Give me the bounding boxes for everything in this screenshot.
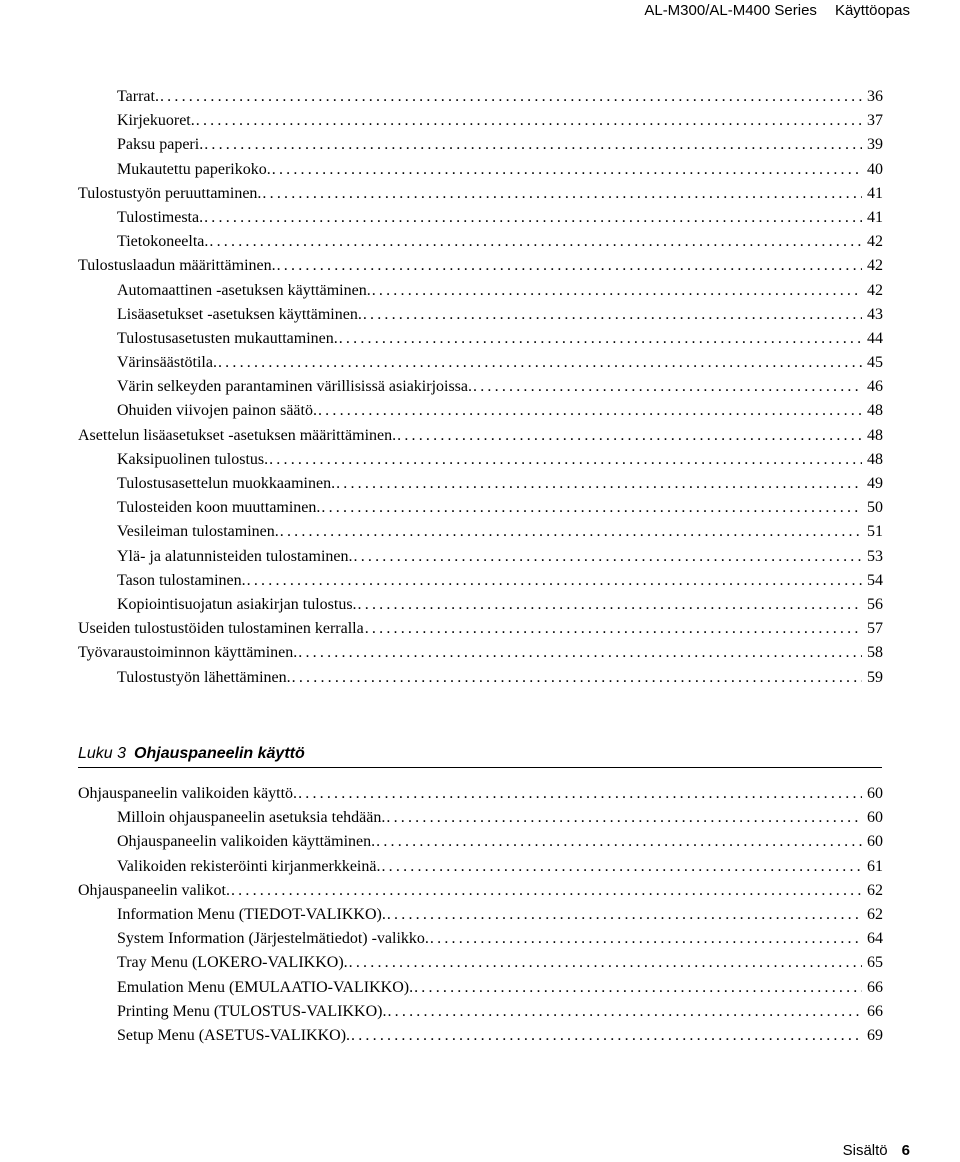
toc-entry[interactable] xyxy=(78,182,883,206)
toc-entry[interactable] xyxy=(78,327,883,351)
toc-entry[interactable] xyxy=(78,927,883,951)
toc-entry-title: Automaattinen -asetuksen käyttäminen. xyxy=(117,281,371,299)
toc-entry-page: 59 xyxy=(867,668,883,686)
toc-entry-title: Kirjekuoret. xyxy=(117,112,195,130)
chapter-label: Luku 3 xyxy=(78,745,127,762)
toc-entry-page: 40 xyxy=(867,160,883,178)
page-header xyxy=(644,0,910,22)
toc-entry[interactable] xyxy=(78,806,883,830)
toc-leader-dots xyxy=(160,85,862,109)
toc-leader-dots xyxy=(358,593,862,617)
toc-entry[interactable] xyxy=(78,830,883,854)
toc-entry-page: 50 xyxy=(867,499,883,517)
toc-entry-page: 56 xyxy=(867,595,883,613)
footer-page-number: 6 xyxy=(901,1142,910,1159)
toc-leader-dots xyxy=(381,855,862,879)
toc-entry-title: Ohjauspaneelin valikoiden käyttö. xyxy=(78,785,298,802)
chapter-heading xyxy=(78,741,882,768)
toc-leader-dots xyxy=(414,976,862,1000)
toc-leader-dots xyxy=(336,472,862,496)
toc-entry-page: 49 xyxy=(867,475,883,492)
toc-entry-page: 45 xyxy=(867,354,883,372)
toc-leader-dots xyxy=(218,351,862,375)
toc-entry[interactable] xyxy=(78,545,883,569)
toc-entry-page: 48 xyxy=(867,450,883,468)
toc-entry[interactable] xyxy=(78,375,883,399)
header-product-name: AL-M300/AL-M400 Series xyxy=(644,2,817,19)
toc-entry-page: 48 xyxy=(867,426,883,444)
toc-leader-dots xyxy=(318,399,862,423)
toc-leader-dots xyxy=(430,927,862,951)
toc-leader-dots xyxy=(204,206,862,230)
toc-entry-page: 36 xyxy=(867,88,883,105)
toc-entry-title: Ohuiden viivojen painon säätö. xyxy=(117,402,317,420)
toc-entry-title: Asettelun lisäasetukset -asetuksen määrittäminen. xyxy=(78,426,397,444)
toc-entry-title: Ohjauspaneelin valikot. xyxy=(78,881,230,899)
toc-entry[interactable] xyxy=(78,254,883,278)
toc-entry-title: Setup Menu (ASETUS-VALIKKO). xyxy=(117,1026,351,1044)
toc-entry-title: System Information (Järjestelmätiedot) -valikko. xyxy=(117,930,429,948)
toc-entry[interactable] xyxy=(78,158,883,182)
table-of-contents-part1 xyxy=(78,85,883,690)
toc-entry-page: 41 xyxy=(867,208,883,226)
toc-entry[interactable] xyxy=(78,496,883,520)
table-of-contents-part2 xyxy=(78,782,883,1048)
toc-entry-page: 42 xyxy=(867,257,883,275)
toc-entry-title: Tulosteiden koon muuttaminen. xyxy=(117,499,321,517)
toc-entry-page: 44 xyxy=(867,329,883,347)
toc-leader-dots xyxy=(376,830,862,854)
toc-entry[interactable] xyxy=(78,424,883,448)
toc-entry-title: Paksu paperi. xyxy=(117,136,204,154)
toc-entry[interactable] xyxy=(78,85,883,109)
header-section-name: Käyttöopas xyxy=(834,2,910,19)
toc-entry-page: 65 xyxy=(867,954,883,972)
toc-entry-page: 48 xyxy=(867,402,883,420)
toc-entry[interactable] xyxy=(78,1000,883,1024)
toc-leader-dots xyxy=(372,279,862,303)
toc-leader-dots xyxy=(209,230,862,254)
toc-entry-title: Kopiointisuojatun asiakirjan tulostus. xyxy=(117,595,357,613)
toc-entry-title: Värinsäästötila. xyxy=(117,354,217,372)
toc-entry-page: 61 xyxy=(867,857,883,875)
toc-entry[interactable] xyxy=(78,951,883,975)
toc-entry-title: Työvaraustoiminnon käyttäminen. xyxy=(78,644,298,662)
toc-entry-page: 39 xyxy=(867,136,883,154)
toc-leader-dots xyxy=(272,158,862,182)
toc-entry-page: 62 xyxy=(867,881,883,899)
toc-entry-title: Tulostimesta. xyxy=(117,208,204,226)
toc-entry-page: 62 xyxy=(867,905,883,923)
toc-leader-dots xyxy=(339,327,862,351)
toc-entry-title: Värin selkeyden parantaminen värillisissä asiakirjoissa. xyxy=(117,378,473,396)
toc-entry-title: Tason tulostaminen. xyxy=(117,571,246,589)
toc-entry-page: 69 xyxy=(867,1026,883,1044)
toc-leader-dots xyxy=(387,1000,862,1024)
toc-entry-page: 66 xyxy=(867,1002,883,1020)
toc-entry-page: 66 xyxy=(867,978,883,996)
toc-entry-title: Information Menu (TIEDOT-VALIKKO). xyxy=(117,905,386,923)
toc-leader-dots xyxy=(365,617,862,641)
toc-entry-page: 60 xyxy=(867,833,883,851)
toc-leader-dots xyxy=(387,903,862,927)
toc-entry-title: Vesileiman tulostaminen. xyxy=(117,523,279,541)
toc-entry[interactable] xyxy=(78,1024,883,1048)
toc-leader-dots xyxy=(351,1024,862,1048)
toc-entry[interactable] xyxy=(78,641,883,665)
chapter-title: Ohjauspaneelin käyttö xyxy=(134,745,305,762)
toc-entry-title: Tulostustyön lähettäminen. xyxy=(117,668,291,686)
toc-entry[interactable] xyxy=(78,399,883,423)
toc-entry[interactable] xyxy=(78,593,883,617)
toc-entry-page: 42 xyxy=(867,281,883,299)
toc-leader-dots xyxy=(292,666,862,690)
toc-entry-title: Milloin ohjauspaneelin asetuksia tehdään. xyxy=(117,809,386,827)
toc-leader-dots xyxy=(349,951,862,975)
toc-entry-title: Lisäasetukset -asetuksen käyttäminen. xyxy=(117,305,362,323)
toc-entry-page: 37 xyxy=(867,112,883,130)
toc-entry[interactable] xyxy=(78,976,883,1000)
toc-leader-dots xyxy=(262,182,862,206)
toc-entry[interactable] xyxy=(78,879,883,903)
toc-entry[interactable] xyxy=(78,206,883,230)
toc-entry[interactable] xyxy=(78,782,883,806)
toc-entry-page: 57 xyxy=(867,620,883,638)
toc-leader-dots xyxy=(269,448,862,472)
toc-leader-dots xyxy=(204,133,862,157)
toc-entry[interactable] xyxy=(78,472,883,496)
toc-entry-title: Tulostusasettelun muokkaaminen. xyxy=(117,475,336,492)
toc-entry-title: Valikoiden rekisteröinti kirjanmerkkeinä. xyxy=(117,857,381,875)
toc-entry-page: 43 xyxy=(867,305,883,323)
toc-entry-title: Tulostuslaadun määrittäminen. xyxy=(78,257,276,275)
toc-entry-title: Ylä- ja alatunnisteiden tulostaminen. xyxy=(117,547,353,565)
page-footer xyxy=(843,1140,910,1162)
toc-entry-page: 60 xyxy=(867,809,883,827)
toc-leader-dots xyxy=(247,569,862,593)
toc-entry-title: Emulation Menu (EMULAATIO-VALIKKO). xyxy=(117,978,414,996)
toc-entry-title: Mukautettu paperikoko. xyxy=(117,160,271,178)
toc-entry-page: 42 xyxy=(867,233,883,251)
toc-leader-dots xyxy=(196,109,862,133)
toc-entry[interactable] xyxy=(78,109,883,133)
toc-entry-page: 51 xyxy=(867,523,883,541)
toc-entry-title: Useiden tulostustöiden tulostaminen kerralla xyxy=(78,620,364,638)
toc-entry[interactable] xyxy=(78,133,883,157)
toc-leader-dots xyxy=(473,375,862,399)
toc-entry[interactable] xyxy=(78,230,883,254)
toc-entry[interactable] xyxy=(78,303,883,327)
toc-entry-title: Tray Menu (LOKERO-VALIKKO). xyxy=(117,954,348,972)
toc-entry-page: 53 xyxy=(867,547,883,565)
toc-entry-title: Kaksipuolinen tulostus. xyxy=(117,450,269,468)
toc-leader-dots xyxy=(298,782,862,806)
toc-entry-title: Printing Menu (TULOSTUS-VALIKKO). xyxy=(117,1002,387,1020)
toc-entry-title: Tulostustyön peruuttaminen. xyxy=(78,184,262,202)
toc-entry[interactable] xyxy=(78,617,883,641)
toc-leader-dots xyxy=(397,424,862,448)
toc-entry[interactable] xyxy=(78,279,883,303)
toc-leader-dots xyxy=(280,520,862,544)
toc-entry[interactable] xyxy=(78,351,883,375)
toc-entry-page: 58 xyxy=(867,644,883,662)
toc-entry-page: 60 xyxy=(867,785,883,802)
toc-entry[interactable] xyxy=(78,666,883,690)
toc-leader-dots xyxy=(321,496,862,520)
toc-leader-dots xyxy=(298,641,862,665)
toc-leader-dots xyxy=(231,879,862,903)
toc-entry[interactable] xyxy=(78,569,883,593)
toc-leader-dots xyxy=(354,545,863,569)
toc-entry[interactable] xyxy=(78,448,883,472)
footer-section-name: Sisältö xyxy=(842,1142,888,1159)
toc-entry[interactable] xyxy=(78,855,883,879)
toc-entry-page: 46 xyxy=(867,378,883,396)
toc-entry-title: Tulostusasetusten mukauttaminen. xyxy=(117,329,338,347)
toc-entry-page: 54 xyxy=(867,571,883,589)
toc-entry-title: Ohjauspaneelin valikoiden käyttäminen. xyxy=(117,833,376,851)
toc-entry-page: 41 xyxy=(867,184,883,202)
toc-entry-title: Tarrat. xyxy=(117,88,159,105)
toc-entry[interactable] xyxy=(78,520,883,544)
toc-leader-dots xyxy=(277,254,862,278)
toc-leader-dots xyxy=(386,806,862,830)
toc-entry-title: Tietokoneelta. xyxy=(117,233,209,251)
toc-leader-dots xyxy=(363,303,862,327)
toc-entry[interactable] xyxy=(78,903,883,927)
toc-entry-page: 64 xyxy=(867,930,883,948)
